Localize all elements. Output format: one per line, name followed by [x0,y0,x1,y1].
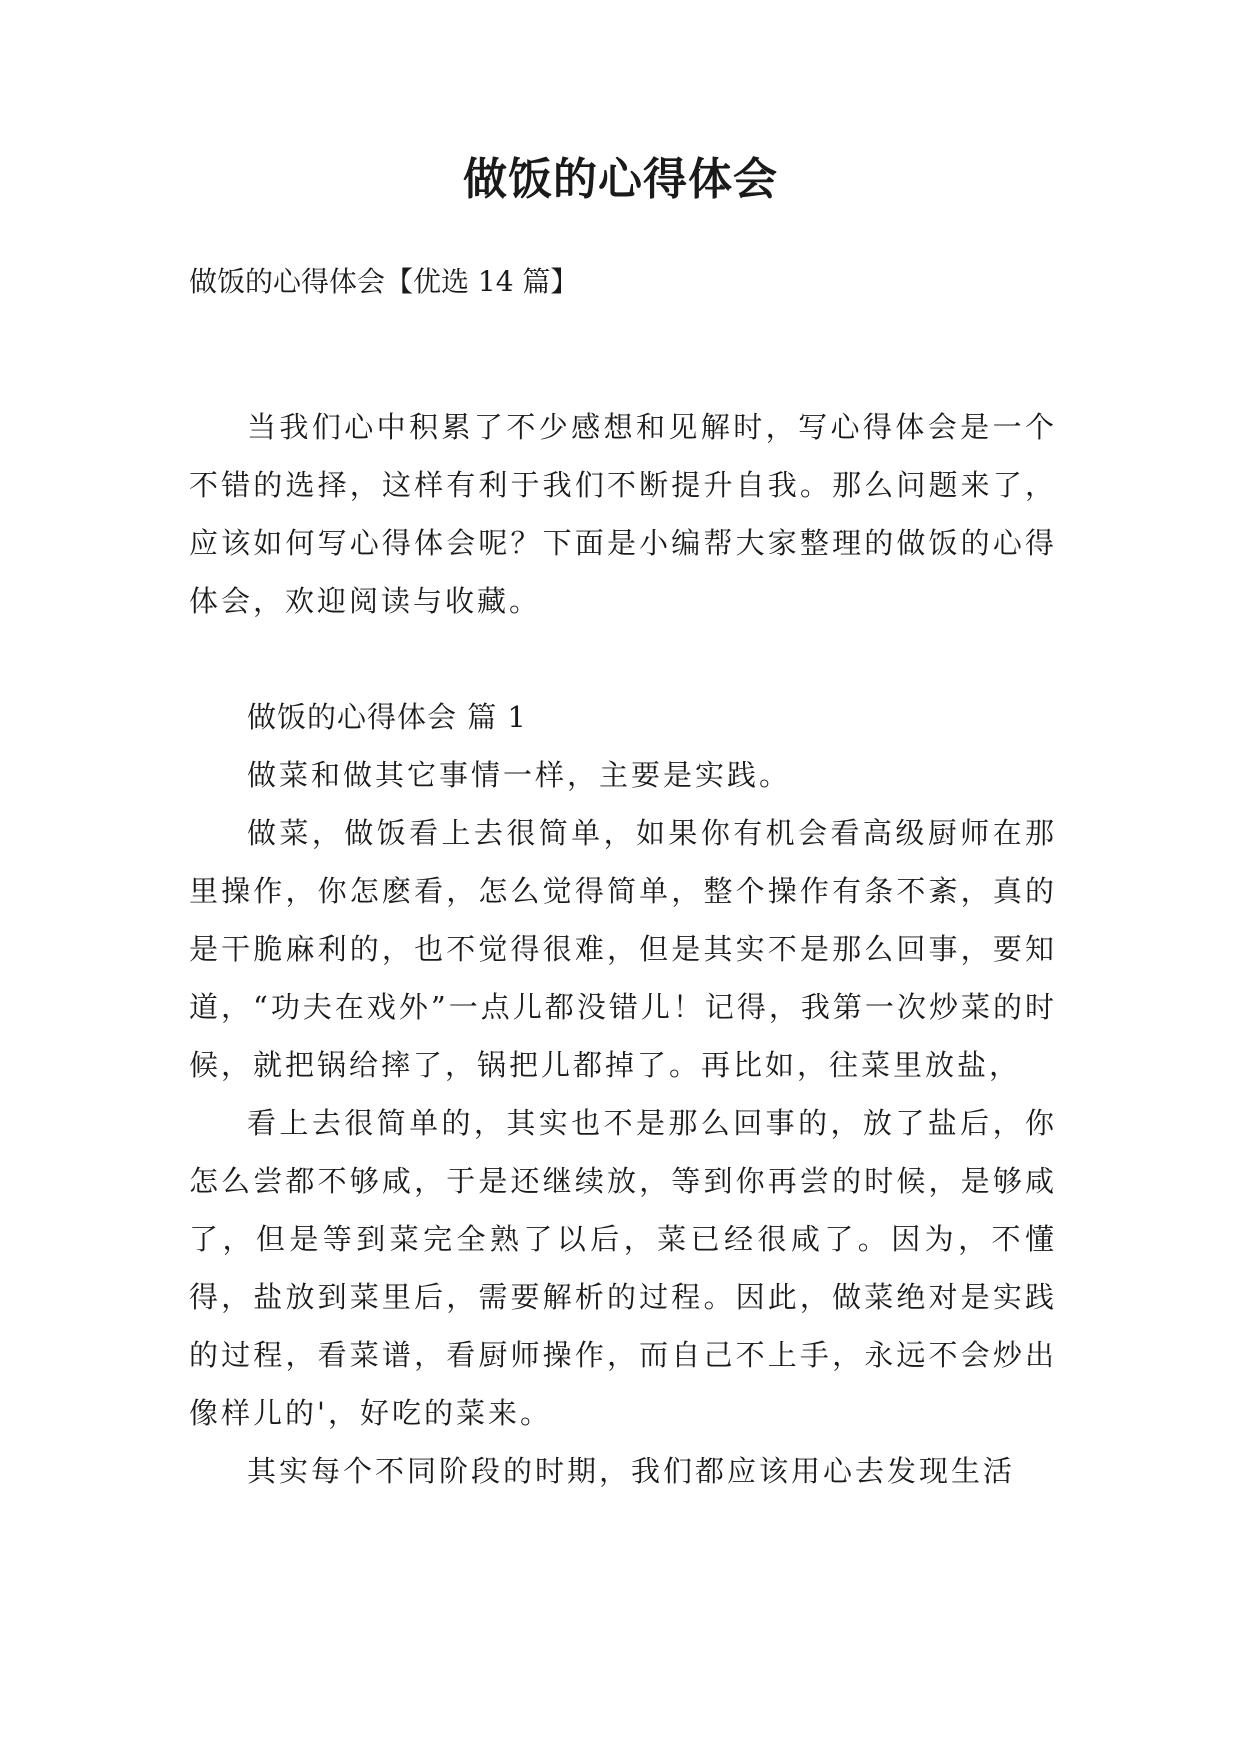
paragraph-spacer [189,630,1057,688]
document-title: 做饭的心得体会 [463,154,778,205]
body-paragraph: 做菜，做饭看上去很简单，如果你有机会看高级厨师在那里操作，你怎麽看，怎么觉得简单，整个操作有条不紊，真的是干脆麻利的，也不觉得很难，但是其实不是那么回事，要知道，“功夫在戏外”一点儿都没错儿！记得，我第一次炒菜的时候，就把锅给摔了，锅把儿都掉了。再比如，往菜里放盐， [189,816,1057,1082]
document-body [189,398,1057,1500]
body-paragraph: 看上去很简单的，其实也不是那么回事的，放了盐后，你怎么尝都不够咸，于是还继续放，等到你再尝的时候，是够咸了，但是等到菜完全熟了以后，菜已经很咸了。因为，不懂得，盐放到菜里后，需要解析的过程。因此，做菜绝对是实践的过程，看菜谱，看厨师操作，而自己不上手，永远不会炒出像样儿的'，好吃的菜来。 [189,1106,1057,1430]
document-subtitle: 做饭的心得体会【优选 14 篇】 [189,265,579,298]
intro-paragraph: 当我们心中积累了不少感想和见解时，写心得体会是一个不错的选择，这样有利于我们不断提升自我。那么问题来了，应该如何写心得体会呢？下面是小编帮大家整理的做饭的心得体会，欢迎阅读与收藏。 [189,410,1057,618]
body-paragraph: 其实每个不同阶段的时期，我们都应该用心去发现生活 [247,1454,1016,1488]
body-paragraph: 做菜和做其它事情一样，主要是实践。 [247,758,792,792]
section-heading: 做饭的心得体会 篇 1 [247,700,527,734]
